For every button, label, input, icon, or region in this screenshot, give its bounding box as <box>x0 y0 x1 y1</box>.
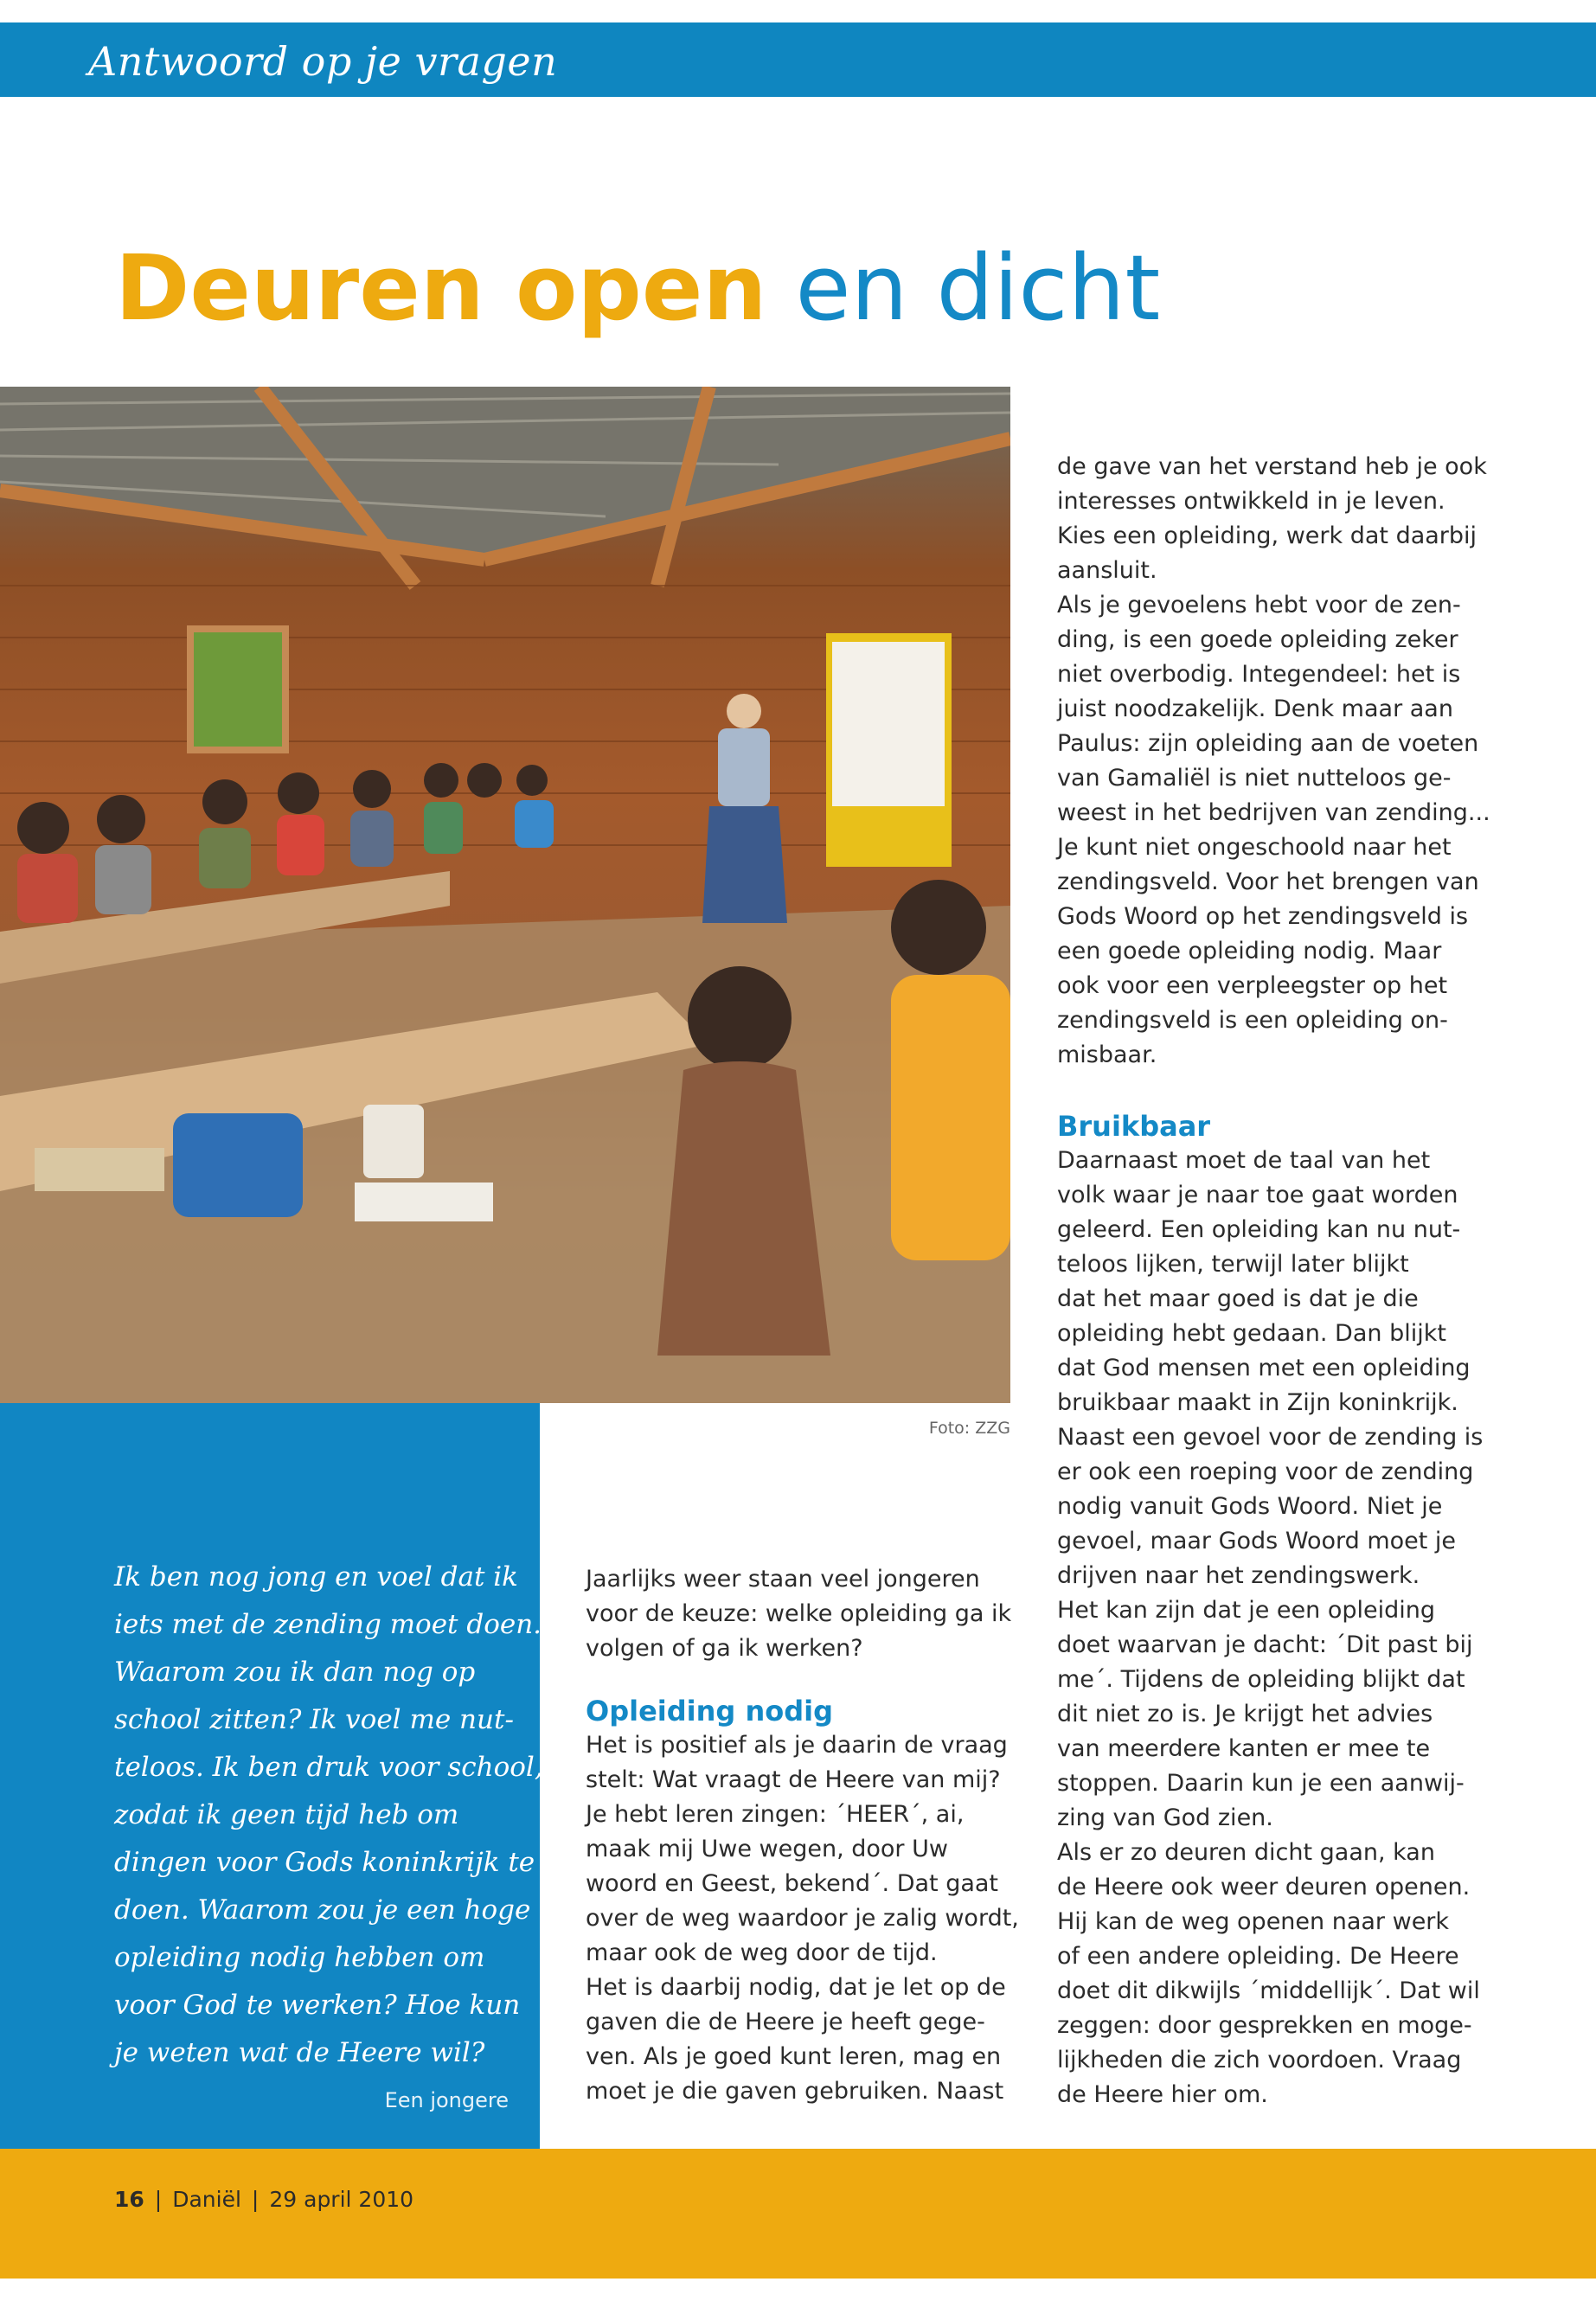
body-line: maak mij Uwe wegen, door Uw <box>586 1836 948 1862</box>
body-line: lijkheden die zich voordoen. Vraag <box>1057 2047 1462 2073</box>
body-line: de gave van het verstand heb je ook <box>1057 453 1487 480</box>
body-line: dat God mensen met een opleiding <box>1057 1355 1471 1381</box>
section-title: Antwoord op je vragen <box>88 38 558 85</box>
question-author: Een jongere <box>384 2088 509 2112</box>
body-line: niet overbodig. Integendeel: het is <box>1057 661 1461 688</box>
body-line: Je hebt leren zingen: ´HEER´, ai, <box>586 1801 965 1828</box>
question-line: opleiding nodig hebben om <box>114 1942 485 1973</box>
body-line: volk waar je naar toe gaat worden <box>1057 1182 1458 1208</box>
body-line: van Gamaliël is niet nutteloos ge- <box>1057 765 1452 792</box>
article-title <box>115 235 1161 341</box>
article-title-light: en dicht <box>766 235 1161 341</box>
body-line: zeggen: door gesprekken en moge- <box>1057 2012 1472 2039</box>
body-line: Daarnaast moet de taal van het <box>1057 1147 1431 1174</box>
article-column-middle <box>586 1562 1018 2109</box>
body-line: of een andere opleiding. De Heere <box>1057 1943 1459 1970</box>
body-line: maar ook de weg door de tijd. <box>586 1939 938 1966</box>
body-line: Paulus: zijn opleiding aan de voeten <box>1057 730 1479 757</box>
body-line: teloos lijken, terwijl later blijkt <box>1057 1251 1409 1278</box>
body-line: weest in het bedrijven van zending... <box>1057 799 1490 826</box>
body-line: opleiding hebt gedaan. Dan blijkt <box>1057 1320 1446 1347</box>
article-column-right <box>1057 450 1498 2112</box>
body-line: van meerdere kanten er mee te <box>1057 1735 1431 1762</box>
classroom-photo <box>0 387 1010 1403</box>
question-line: voor God te werken? Hoe kun <box>114 1990 521 2021</box>
body-line: gevoel, maar Gods Woord moet je <box>1057 1528 1457 1554</box>
question-line: zodat ik geen tijd heb om <box>114 1799 459 1830</box>
body-line: interesses ontwikkeld in je leven. <box>1057 488 1445 515</box>
body-line: stelt: Wat vraagt de Heere van mij? <box>586 1766 1001 1793</box>
body-line: doet dit dikwijls ´middellijk´. Dat wil <box>1057 1977 1480 2004</box>
issue-date: 29 april 2010 <box>269 2187 414 2212</box>
body-line: Gods Woord op het zendingsveld is <box>1057 903 1469 930</box>
question-line: Ik ben nog jong en voel dat ik <box>114 1561 518 1593</box>
question-line: school zitten? Ik voel me nut- <box>114 1704 514 1735</box>
article-title-strong: Deuren open <box>115 235 767 341</box>
body-line: me´. Tijdens de opleiding blijkt dat <box>1057 1666 1465 1693</box>
body-line: ding, is een goede opleiding zeker <box>1057 626 1458 653</box>
body-line: ven. Als je goed kunt leren, mag en <box>586 2043 1002 2070</box>
question-line: Waarom zou ik dan nog op <box>114 1657 476 1688</box>
body-line: zendingsveld is een opleiding on- <box>1057 1007 1448 1034</box>
body-line: bruikbaar maakt in Zijn koninkrijk. <box>1057 1389 1458 1416</box>
body-line: Kies een opleiding, werk dat daarbij <box>1057 522 1477 549</box>
classroom-photo-illustration <box>0 387 1010 1403</box>
body-line: misbaar. <box>1057 1042 1157 1068</box>
body-line: moet je die gaven gebruiken. Naast <box>586 2078 1004 2105</box>
body-line: Je kunt niet ongeschoold naar het <box>1057 834 1452 861</box>
body-line: ook voor een verpleegster op het <box>1057 972 1448 999</box>
body-line: dat het maar goed is dat je die <box>1057 1285 1419 1312</box>
body-line: drijven naar het zendingswerk. <box>1057 1562 1420 1589</box>
body-line: Als je gevoelens hebt voor de zen- <box>1057 592 1461 619</box>
body-line: een goede opleiding nodig. Maar <box>1057 938 1442 965</box>
body-line: Naast een gevoel voor de zending is <box>1057 1424 1484 1451</box>
body-line: voor de keuze: welke opleiding ga ik <box>586 1600 1012 1627</box>
body-line: de Heere ook weer deuren openen. <box>1057 1874 1471 1900</box>
body-line: dit niet zo is. Je krijgt het advies <box>1057 1701 1433 1727</box>
footer-separator: | <box>154 2187 163 2212</box>
question-line: iets met de zending moet doen. <box>114 1609 542 1640</box>
body-line: Jaarlijks weer staan veel jongeren <box>586 1566 980 1593</box>
body-line: geleerd. Een opleiding kan nu nut- <box>1057 1216 1461 1243</box>
page-number: 16 <box>114 2187 144 2212</box>
body-line: doet waarvan je dacht: ´Dit past bij <box>1057 1631 1473 1658</box>
question-line: dingen voor Gods koninkrijk te <box>114 1847 535 1878</box>
body-line: over de weg waardoor je zalig wordt, <box>586 1905 1019 1932</box>
body-line: juist noodzakelijk. Denk maar aan <box>1057 695 1453 722</box>
body-line: Het is positief als je daarin de vraag <box>586 1732 1008 1759</box>
footer-separator: | <box>251 2187 260 2212</box>
body-line: Het kan zijn dat je een opleiding <box>1057 1597 1435 1624</box>
question-line: doen. Waarom zou je een hoge <box>114 1894 531 1926</box>
body-line: zendingsveld. Voor het brengen van <box>1057 868 1479 895</box>
question-line: je weten wat de Heere wil? <box>114 2037 485 2068</box>
body-line: er ook een roeping voor de zending <box>1057 1458 1474 1485</box>
body-line: woord en Geest, bekend´. Dat gaat <box>586 1870 999 1897</box>
page-footer <box>114 2187 413 2212</box>
subheading-opleiding-nodig: Opleiding nodig <box>586 1695 833 1727</box>
body-line: aansluit. <box>1057 557 1157 584</box>
photo-caption: Foto: ZZG <box>928 1419 1010 1438</box>
body-line: Als er zo deuren dicht gaan, kan <box>1057 1839 1435 1866</box>
body-line: stoppen. Daarin kun je een aanwij- <box>1057 1770 1465 1797</box>
body-line: Hij kan de weg openen naar werk <box>1057 1908 1450 1935</box>
question-line: teloos. Ik ben druk voor school, <box>114 1752 543 1783</box>
subheading-bruikbaar: Bruikbaar <box>1057 1110 1211 1143</box>
body-line: gaven die de Heere je heeft gege- <box>586 2009 985 2035</box>
body-line: nodig vanuit Gods Woord. Niet je <box>1057 1493 1443 1520</box>
body-line: Het is daarbij nodig, dat je let op de <box>586 1974 1006 2001</box>
magazine-name: Daniël <box>172 2187 241 2212</box>
reader-question <box>114 1554 543 2077</box>
footer-bar <box>0 2149 1596 2279</box>
body-line: volgen of ga ik werken? <box>586 1635 863 1662</box>
body-line: de Heere hier om. <box>1057 2081 1268 2108</box>
body-line: zing van God zien. <box>1057 1804 1273 1831</box>
